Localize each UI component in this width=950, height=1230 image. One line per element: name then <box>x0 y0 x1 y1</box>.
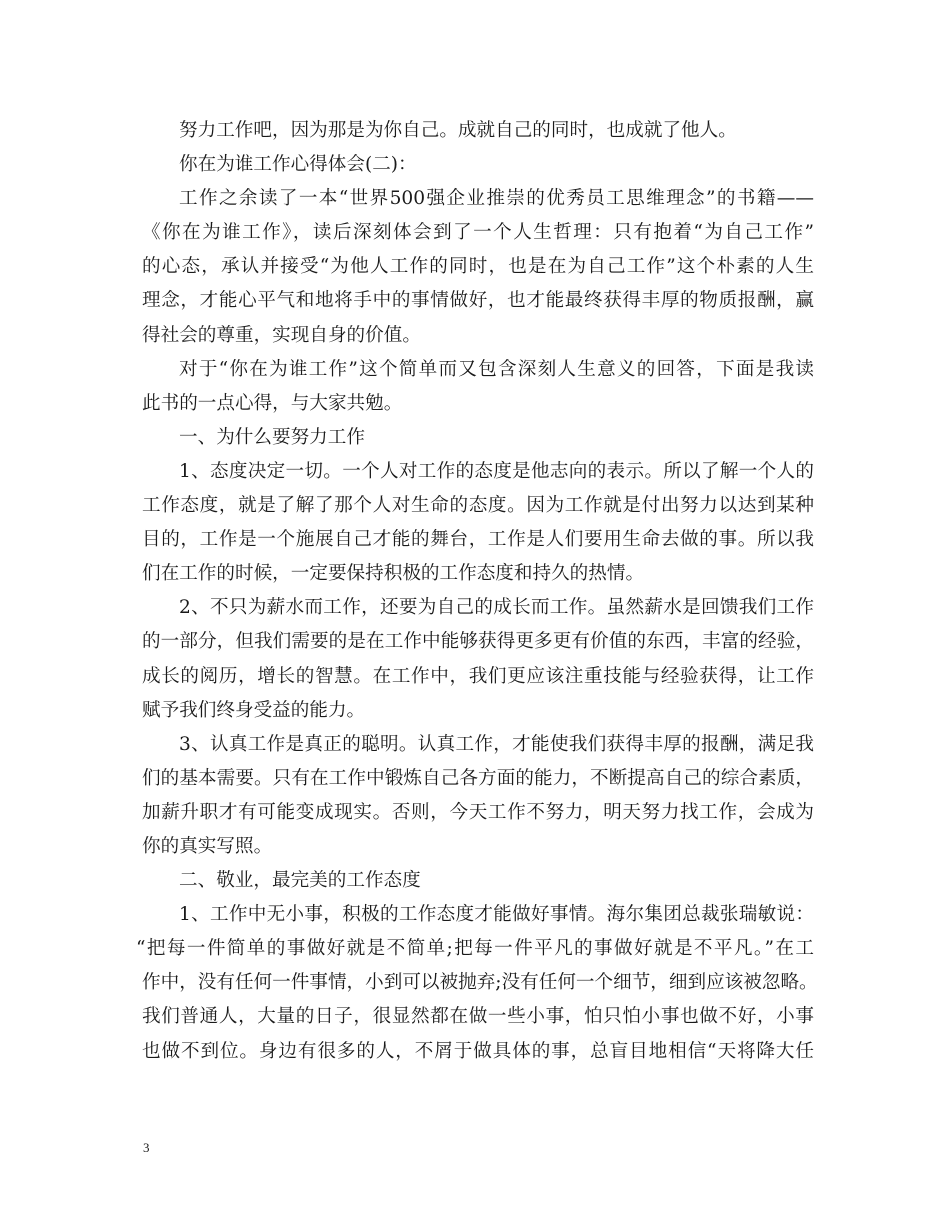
page-number: 3 <box>143 1140 150 1155</box>
paragraph-line: 成长的阅历，增长的智慧。在工作中，我们更应该注重技能与经验获得，让工作 <box>142 665 814 687</box>
paragraph-line: 得社会的尊重，实现自身的价值。 <box>142 324 421 346</box>
paragraph-line: 1、态度决定一切。一个人对工作的态度是他志向的表示。所以了解一个人的 <box>179 460 814 482</box>
paragraph-line: 工作之余读了一本“世界500强企业推崇的优秀员工思维理念”的书籍—— <box>179 188 814 210</box>
paragraph-line: 加薪升职才有可能变成现实。否则，今天工作不努力，明天努力找工作，会成为 <box>142 801 814 823</box>
paragraph-line: “把每一件简单的事做好就是不简单;把每一件平凡的事做好就是不平凡。”在工 <box>136 938 814 960</box>
paragraph-line: 努力工作吧，因为那是为你自己。成就自己的同时，也成就了他人。 <box>179 120 737 141</box>
paragraph-line: 我们普通人，大量的日子，很显然都在做一些小事，怕只怕小事也做不好，小事 <box>142 1006 814 1028</box>
section-heading: 二、敬业，最完美的工作态度 <box>179 870 421 892</box>
document-body <box>136 114 818 1069</box>
paragraph-line: 赋予我们终身受益的能力。 <box>142 699 366 721</box>
paragraph-line: 工作态度，就是了解了那个人对生命的态度。因为工作就是付出努力以达到某种 <box>142 495 814 517</box>
paragraph-line: 目的，工作是一个施展自己才能的舞台，工作是人们要用生命去做的事。所以我 <box>142 529 814 551</box>
paragraph-line: 你的真实写照。 <box>142 835 273 857</box>
paragraph-line: 对于“你在为谁工作”这个简单而又包含深刻人生意义的回答，下面是我读 <box>179 358 814 380</box>
paragraph-line: 也做不到位。身边有很多的人，不屑于做具体的事，总盲目地相信“天将降大任 <box>142 1040 814 1062</box>
paragraph-line: 作中，没有任何一件事情，小到可以被抛弃;没有任何一个细节，细到应该被忽略。 <box>142 972 818 994</box>
section-heading: 一、为什么要努力工作 <box>179 426 365 448</box>
section-heading: 你在为谁工作心得体会(二)： <box>179 154 417 176</box>
paragraph-line: 理念，才能心平气和地将手中的事情做好，也才能最终获得丰厚的物质报酬，赢 <box>142 290 814 312</box>
paragraph-line: 《你在为谁工作》，读后深刻体会到了一个人生哲理：只有抱着“为自己工作” <box>142 222 814 244</box>
paragraph-line: 3、认真工作是真正的聪明。认真工作，才能使我们获得丰厚的报酬，满足我 <box>179 733 814 755</box>
paragraph-line: 1、工作中无小事，积极的工作态度才能做好事情。海尔集团总裁张瑞敏说： <box>179 904 814 926</box>
paragraph-line: 此书的一点心得，与大家共勉。 <box>142 392 403 414</box>
paragraph-line: 们在工作的时候，一定要保持积极的工作态度和持久的热情。 <box>142 563 645 585</box>
paragraph-line: 2、不只为薪水而工作，还要为自己的成长而工作。虽然薪水是回馈我们工作 <box>179 597 814 619</box>
paragraph-line: 的一部分，但我们需要的是在工作中能够获得更多更有价值的东西，丰富的经验， <box>142 631 814 653</box>
paragraph-line: 的心态，承认并接受“为他人工作的同时，也是在为自己工作”这个朴素的人生 <box>142 256 814 278</box>
paragraph-line: 们的基本需要。只有在工作中锻炼自己各方面的能力，不断提高自己的综合素质， <box>142 767 814 789</box>
